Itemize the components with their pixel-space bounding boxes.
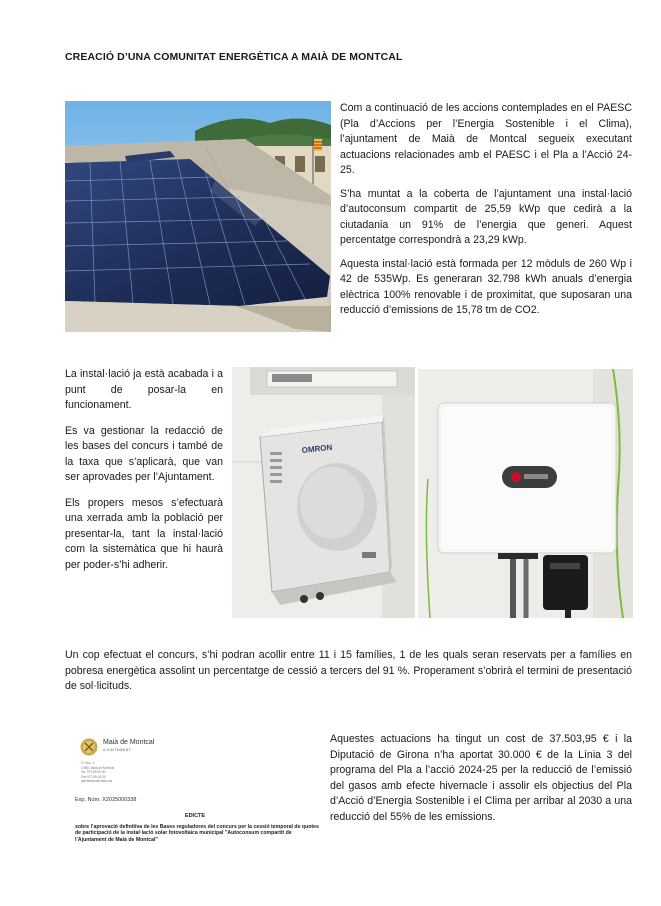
solar-panels-illustration [65, 101, 331, 332]
edict-address-line: Tel. 972 59 00 00 [81, 770, 106, 774]
edict-exp-number: Exp. Núm. X2025000338 [75, 797, 137, 803]
edict-org-sub: AJUNTAMENT [103, 748, 132, 752]
edict-address [81, 761, 114, 784]
intro-paragraph-1: Com a continuació de les accions contemplades en el PAESC (Pla d’Accions per l’Energia Sostenible i el Clima), l’ajuntament de Maià de Montcal segueix executant actuacions relacionades amb el PAESC i el Pla a l’Acció 24-25. [340, 102, 632, 176]
status-paragraph-2: Es va gestionar la redacció de les bases del concurs i també de la taxa que s’aplicarà, que van ser aprovades per l’Ajuntament. [65, 424, 223, 483]
huawei-inverter-illustration [418, 369, 633, 618]
omron-inverter-photo [232, 367, 415, 618]
edict-address-line: Fax 972 59 00 00 [81, 774, 106, 779]
edict-document-image [75, 733, 320, 853]
edict-heading: EDICTE [184, 813, 206, 819]
omron-inverter-illustration [232, 367, 415, 618]
huawei-inverter-photo [418, 369, 633, 618]
edict-subject: sobre l’aprovació definitiva de les Bases reguladores del concurs per la cessió temporal de quotes de participació de la instal·lació solar fotovoltaica municipal "Autoconsum compartit de l’Ajuntament de Maià de Montcal" [75, 824, 319, 843]
cost-text-column [330, 732, 632, 833]
edict-address-line: 17851 Maià de Montcal [81, 765, 115, 770]
municipal-crest-icon [80, 738, 98, 756]
edict-org-name: Maià de Montcal [103, 739, 155, 746]
concurs-paragraph: Un cop efectuat el concurs, s’hi podran acollir entre 11 i 15 famílies, 1 de les quals seran reservats per a famílies en pobresa energètica assolint un percentatge de cessió a tercers del 91 %. Properament s’obrirà el termini de presentació de sol·licituds. [65, 649, 632, 692]
cost-paragraph: Aquestes actuacions ha tingut un cost de 37.503,95 € i la Diputació de Girona n’ha aportat 30.000 € de la Línia 3 del programa del Pla a l’acció 2024-25 per la reducció de l’emissió del gasos amb efecte hivernacle i assolir els objectius del Pla d’Acció d’Energia Sostenible i el Clima per arribar al 2030 a una reducció del 55% de les emissions. [330, 733, 632, 823]
edict-address-line: C/ Nou, 1 [81, 761, 95, 765]
concurs-text [65, 648, 632, 703]
omron-logo-text: OMRON [301, 442, 333, 455]
status-text-column [65, 367, 223, 583]
intro-paragraph-3: Aquesta instal·lació està formada per 12 mòduls de 260 Wp i 42 de 535Wp. Es generaran 32.798 kWh anuals d’energia elèctrica 100% renovable i de proximitat, que suposaran una reducció d’emissions de 15,78 tm de CO2. [340, 257, 632, 316]
status-paragraph-1: La instal·lació ja està acabada i a punt de posar-la en funcionament. [65, 368, 223, 411]
intro-paragraph-2: S’ha muntat a la coberta de l’ajuntament una instal·lació d’autoconsum compartit de 25,59 kWp que cedirà a la ciutadania un 91% de l’energia que generi. Aquest percentatge correspondrà a 23,29 kWp. [340, 187, 632, 246]
status-paragraph-3: Els propers mesos s’efectuarà una xerrada amb la població per presentar-la, tant la instal·lació com la sistemàtica que hi haurà per poder-s’hi adherir. [65, 496, 223, 571]
intro-text-column [340, 101, 632, 327]
edict-address-line: ajuntament@maia.cat [81, 779, 113, 783]
page-title: CREACIÓ D’UNA COMUNITAT ENERGÈTICA A MAIÀ DE MONTCAL [65, 51, 403, 63]
solar-panels-photo [65, 101, 331, 332]
